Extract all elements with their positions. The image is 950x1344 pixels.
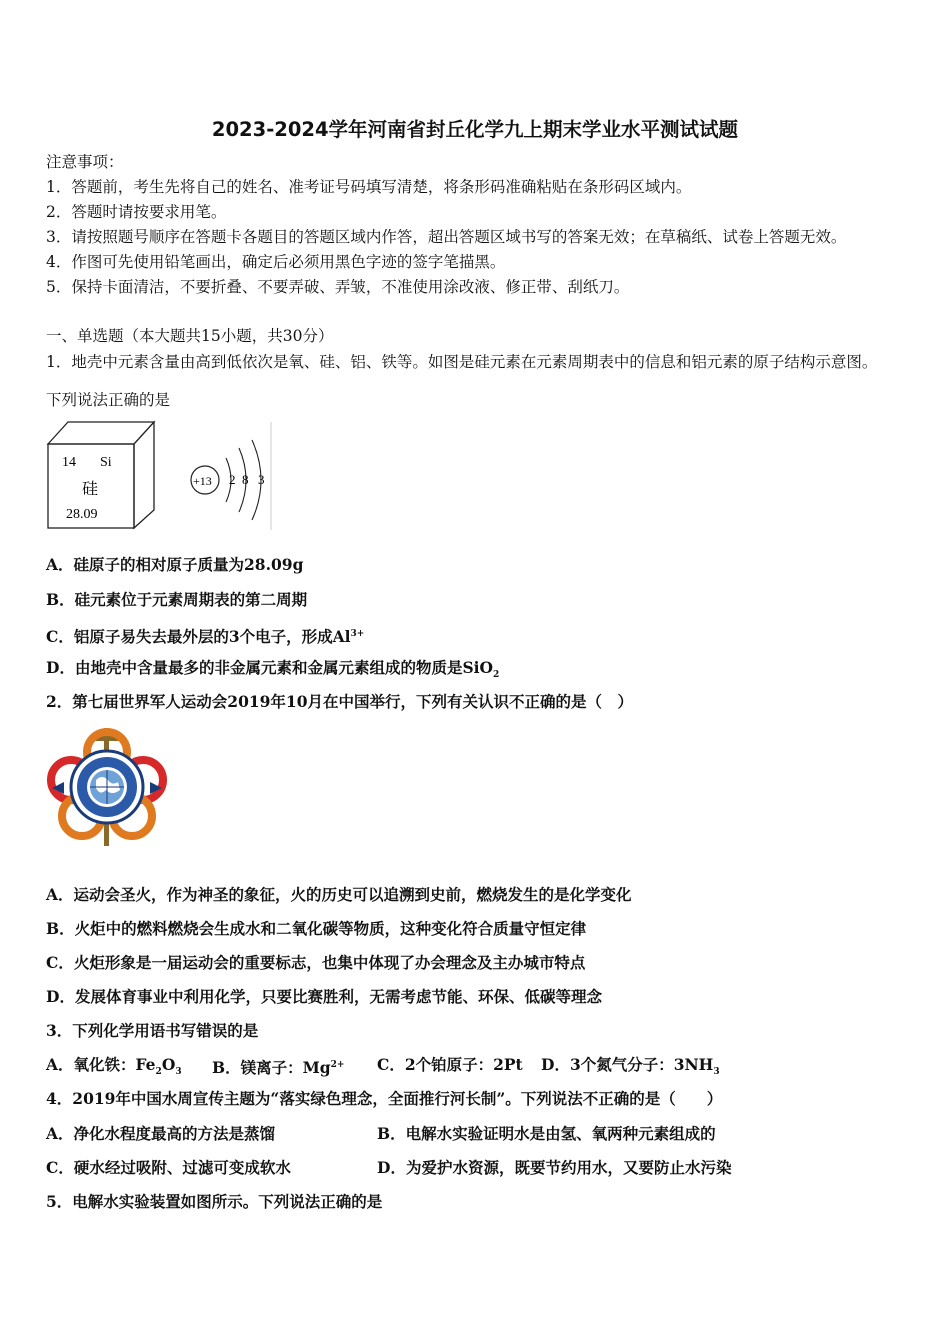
q4-option-b: B．电解水实验证明水是由氢、氧两种元素组成的 (377, 1124, 716, 1143)
q3-option-b: B．镁离子：$Mg^{2+}$ (212, 1058, 345, 1078)
q2-option-b: B．火炬中的燃料燃烧会生成水和二氧化碳等物质，这种变化符合质量守恒定律 (46, 919, 587, 938)
q4-option-a: A．净化水程度最高的方法是蒸馏 (46, 1124, 276, 1143)
q1-option-a: A．硅原子的相对原子质量为28.09g (46, 555, 304, 574)
q3-option-d: D．3个氮气分子：$3NH_3$ (541, 1055, 720, 1078)
q1-option-d: D．由地壳中含量最多的非金属元素和金属元素组成的物质是SiO$_2$ (46, 658, 500, 681)
question-1-stem-cont: 下列说法正确的是 (46, 391, 171, 409)
question-4-stem: 4．2019年中国水周宣传主题为“落实绿色理念，全面推行河长制”。下列说法不正确的是（ ） (46, 1089, 723, 1108)
shell-electrons: 8 (242, 472, 249, 487)
element-name: 硅 (82, 479, 99, 498)
q2-option-a: A．运动会圣火，作为神圣的象征，火的历史可以追溯到史前，燃烧发生的是化学变化 (46, 885, 632, 904)
section-heading: 一、单选题（本大题共15小题，共30分） (46, 327, 334, 345)
question-3-stem: 3．下列化学用语书写错误的是 (46, 1021, 259, 1040)
nucleus-charge: +13 (193, 474, 212, 488)
atomic-mass: 28.09 (66, 507, 98, 522)
q1-option-c: C．铝原子易失去最外层的3个电子，形成$Al^{3+}$ (46, 627, 365, 647)
silicon-element-figure (44, 418, 276, 534)
q2-option-d: D．发展体育事业中利用化学，只要比赛胜利，无需考虑节能、环保、低碳等理念 (46, 987, 602, 1006)
question-1-stem: 1．地壳中元素含量由高到低依次是氧、硅、铝、铁等。如图是硅元素在元素周期表中的信息和铝元素的原子结构示意图。 (46, 353, 878, 371)
q4-option-c: C．硬水经过吸附、过滤可变成软水 (46, 1158, 291, 1177)
q3-option-c: C．2个铂原子：2Pt (377, 1055, 523, 1074)
shell-electrons: 2 (229, 472, 236, 487)
cism-logo (44, 722, 170, 852)
question-2-stem: 2．第七届世界军人运动会2019年10月在中国举行，下列有关认识不正确的是（ ） (46, 692, 633, 711)
shell-electrons: 3 (258, 472, 265, 487)
element-symbol: Si (100, 455, 112, 470)
q1-option-b: B．硅元素位于元素周期表的第二周期 (46, 590, 308, 609)
q2-option-c: C．火炬形象是一届运动会的重要标志，也集中体现了办会理念及主办城市特点 (46, 953, 586, 972)
question-5-stem: 5．电解水实验装置如图所示。下列说法正确的是 (46, 1192, 383, 1211)
notice-item: 1．答题前，考生先将自己的姓名、准考证号码填写清楚，将条形码准确粘贴在条形码区域内。 (46, 178, 692, 196)
atomic-number: 14 (62, 455, 76, 470)
notice-item: 3．请按照题号顺序在答题卡各题目的答题区域内作答，超出答题区域书写的答案无效；在草稿纸、试卷上答题无效。 (46, 228, 847, 246)
notice-item: 4．作图可先使用铅笔画出，确定后必须用黑色字迹的签字笔描黑。 (46, 253, 506, 271)
q3-options (46, 1055, 182, 1082)
notice-heading: 注意事项： (46, 153, 124, 171)
notice-item: 2．答题时请按要求用笔。 (46, 203, 227, 221)
page-title: 2023-2024学年河南省封丘化学九上期末学业水平测试试题 (211, 118, 739, 141)
q4-option-d: D．为爱护水资源，既要节约用水，又要防止水污染 (377, 1158, 732, 1177)
notice-item: 5．保持卡面清洁，不要折叠、不要弄破、弄皱，不准使用涂改液、修正带、刮纸刀。 (46, 278, 630, 296)
q3-option-a: A．氧化铁：$Fe_2O_3$ (46, 1055, 182, 1078)
